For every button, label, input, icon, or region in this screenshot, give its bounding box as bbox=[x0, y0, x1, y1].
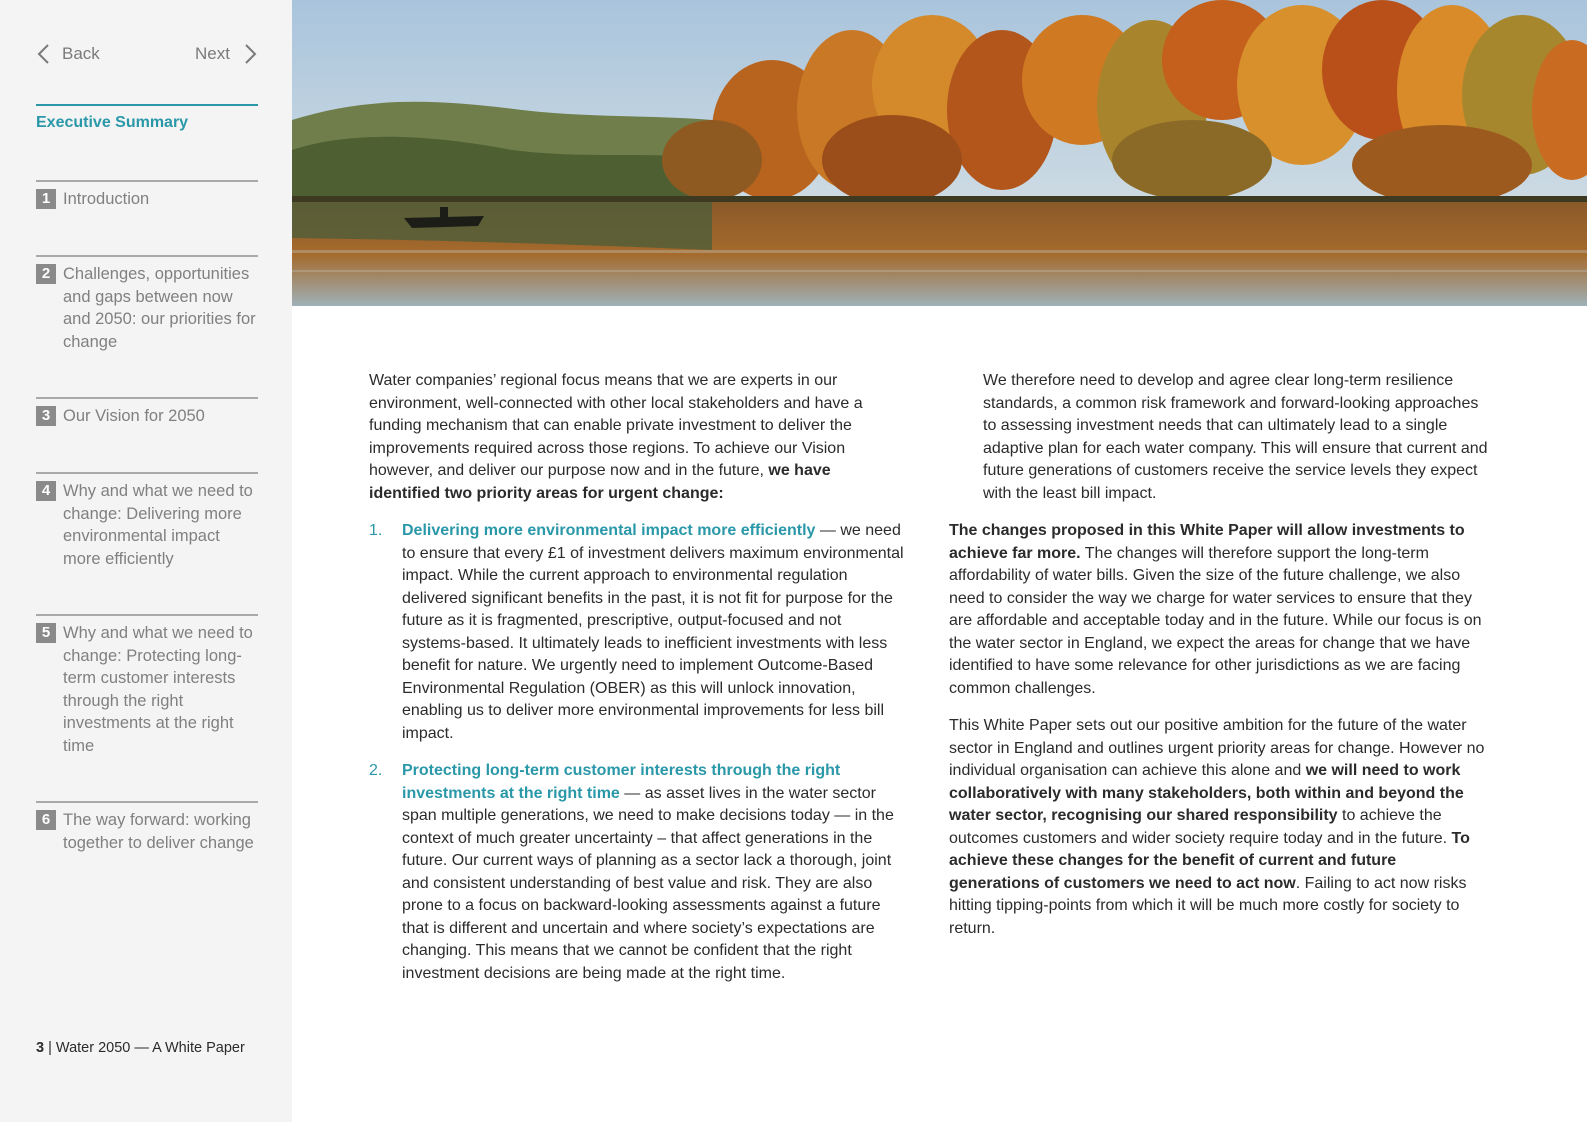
toc-item-5[interactable] bbox=[36, 614, 258, 757]
document-title: Water 2050 — A White Paper bbox=[55, 1040, 245, 1056]
toc-number: 5 bbox=[36, 623, 56, 643]
continuation-paragraph: We therefore need to develop and agree clear long-term resilience standards, a common risk framework and forward-looking approaches to assessing investment needs that can ultimately lead to a single adaptive plan for each water company. This will ensure that current and future generations of customers receive the service levels they expect with the least bill impact. bbox=[983, 372, 1488, 502]
toc-item-3[interactable] bbox=[36, 397, 258, 428]
toc-item-1[interactable] bbox=[36, 180, 258, 211]
pager bbox=[36, 42, 258, 70]
sidebar bbox=[0, 0, 292, 1122]
p3-bold-b: we will need to work collaboratively with many stakeholders, both within and beyond the water sector, recognising our shared responsibility bbox=[949, 762, 1464, 824]
p3-text-a: This White Paper sets out our positive ambition for the future of the water sector in England and outlines urgent priority areas for change. However no individual organisation can achieve this alone and bbox=[949, 717, 1485, 779]
back-button[interactable] bbox=[36, 42, 100, 66]
list-number: 2. bbox=[369, 762, 383, 779]
chevron-left-icon bbox=[36, 42, 52, 66]
footer-separator: | bbox=[48, 1040, 52, 1056]
page-footer bbox=[36, 1040, 245, 1056]
p3-bold-d: To achieve these changes for the benefit of current and future generations of customers we need to act now bbox=[949, 829, 1470, 892]
toc-label: The way forward: working together to deliver change bbox=[63, 811, 254, 852]
toc-label: Why and what we need to change: Delivering more environmental impact more efficiently bbox=[63, 482, 253, 568]
toc-item-6[interactable] bbox=[36, 801, 258, 854]
p2-bold: The changes proposed in this White Paper will allow investments to achieve far more. bbox=[949, 522, 1465, 562]
priority-title: Delivering more environmental impact more efficiently bbox=[402, 522, 816, 539]
intro-bold: we have identified two priority areas for urgent change: bbox=[369, 462, 831, 502]
priority-text: — as asset lives in the water sector span multiple generations, we need to make decisions today — in the context of much greater uncertainty – that affect generations in the future. Our current ways of planning as a sector lack a thorough, joint and consistent understanding of best value and risk. They are also prone to a focus on backward-looking assessments against a future that is different and uncertain and where society’s expectations are changing. This means that we cannot be confident that the right investment decisions are being made at the right time. bbox=[402, 784, 894, 982]
priority-title: Protecting long-term customer interests through the right investments at the right time bbox=[402, 762, 841, 802]
toc-label: Our Vision for 2050 bbox=[63, 407, 205, 425]
paragraph-3 bbox=[949, 715, 1489, 940]
page-number: 3 bbox=[36, 1040, 45, 1056]
toc-number: 6 bbox=[36, 810, 56, 830]
intro-text: Water companies’ regional focus means that we are experts in our environment, well-connected with other local stakeholders and have a funding mechanism that can enable private investment to deliver the improvements required across those regions. To achieve our Vision however, and deliver our purpose now and in the future, bbox=[369, 372, 863, 479]
toc-number: 1 bbox=[36, 189, 56, 209]
toc-label: Why and what we need to change: Protecting long-term customer interests through the right investments at the right time bbox=[63, 624, 253, 755]
right-column bbox=[949, 370, 1489, 940]
next-label: Next bbox=[195, 44, 230, 63]
back-label: Back bbox=[62, 44, 100, 63]
toc-item-4[interactable] bbox=[36, 472, 258, 570]
intro-paragraph bbox=[369, 370, 905, 505]
toc-item-2[interactable] bbox=[36, 255, 258, 353]
p2-text: The changes will therefore support the long-term affordability of water bills. Given the size of the future challenge, we also need to consider the way we charge for water services to ensure that they are affordable and acceptable today and in the future. While our focus is on the water sector in England, we expect the areas for change that we have identified to have some relevance for other jurisdictions as we are facing common challenges. bbox=[949, 544, 1482, 697]
priority-text: — we need to ensure that every £1 of investment delivers maximum environmental impact. While the current approach to environmental regulation delivered significant benefits in the past, it is not fit for purpose for the future as it is fragmented, prescriptive, output-focused and not systems-based. It ultimately leads to inefficient investments with less benefit for nature. We urgently need to implement Outcome-Based Environmental Regulation (OBER) as this will unlock innovation, enabling us to deliver more environmental improvements for less bill impact. bbox=[402, 522, 904, 742]
next-button[interactable] bbox=[195, 42, 258, 66]
toc-executive-summary[interactable]: Executive Summary bbox=[36, 104, 258, 132]
toc-number: 3 bbox=[36, 406, 56, 426]
list-item bbox=[369, 760, 905, 985]
chevron-right-icon bbox=[242, 42, 258, 66]
p3-text-c: to achieve the outcomes customers and wider society require today and in the future. bbox=[949, 807, 1452, 847]
toc-label: Challenges, opportunities and gaps between now and 2050: our priorities for change bbox=[63, 265, 256, 351]
toc-number: 4 bbox=[36, 481, 56, 501]
list-number: 1. bbox=[369, 522, 383, 539]
list-item bbox=[369, 520, 905, 745]
toc-number: 2 bbox=[36, 264, 56, 284]
left-column bbox=[369, 370, 905, 985]
toc-label: Introduction bbox=[63, 190, 150, 208]
p3-text-e: . Failing to act now risks hitting tipping-points from which it will be much more costly for society to return. bbox=[949, 874, 1467, 937]
paragraph-2 bbox=[949, 520, 1489, 700]
hero-image bbox=[292, 0, 1587, 306]
